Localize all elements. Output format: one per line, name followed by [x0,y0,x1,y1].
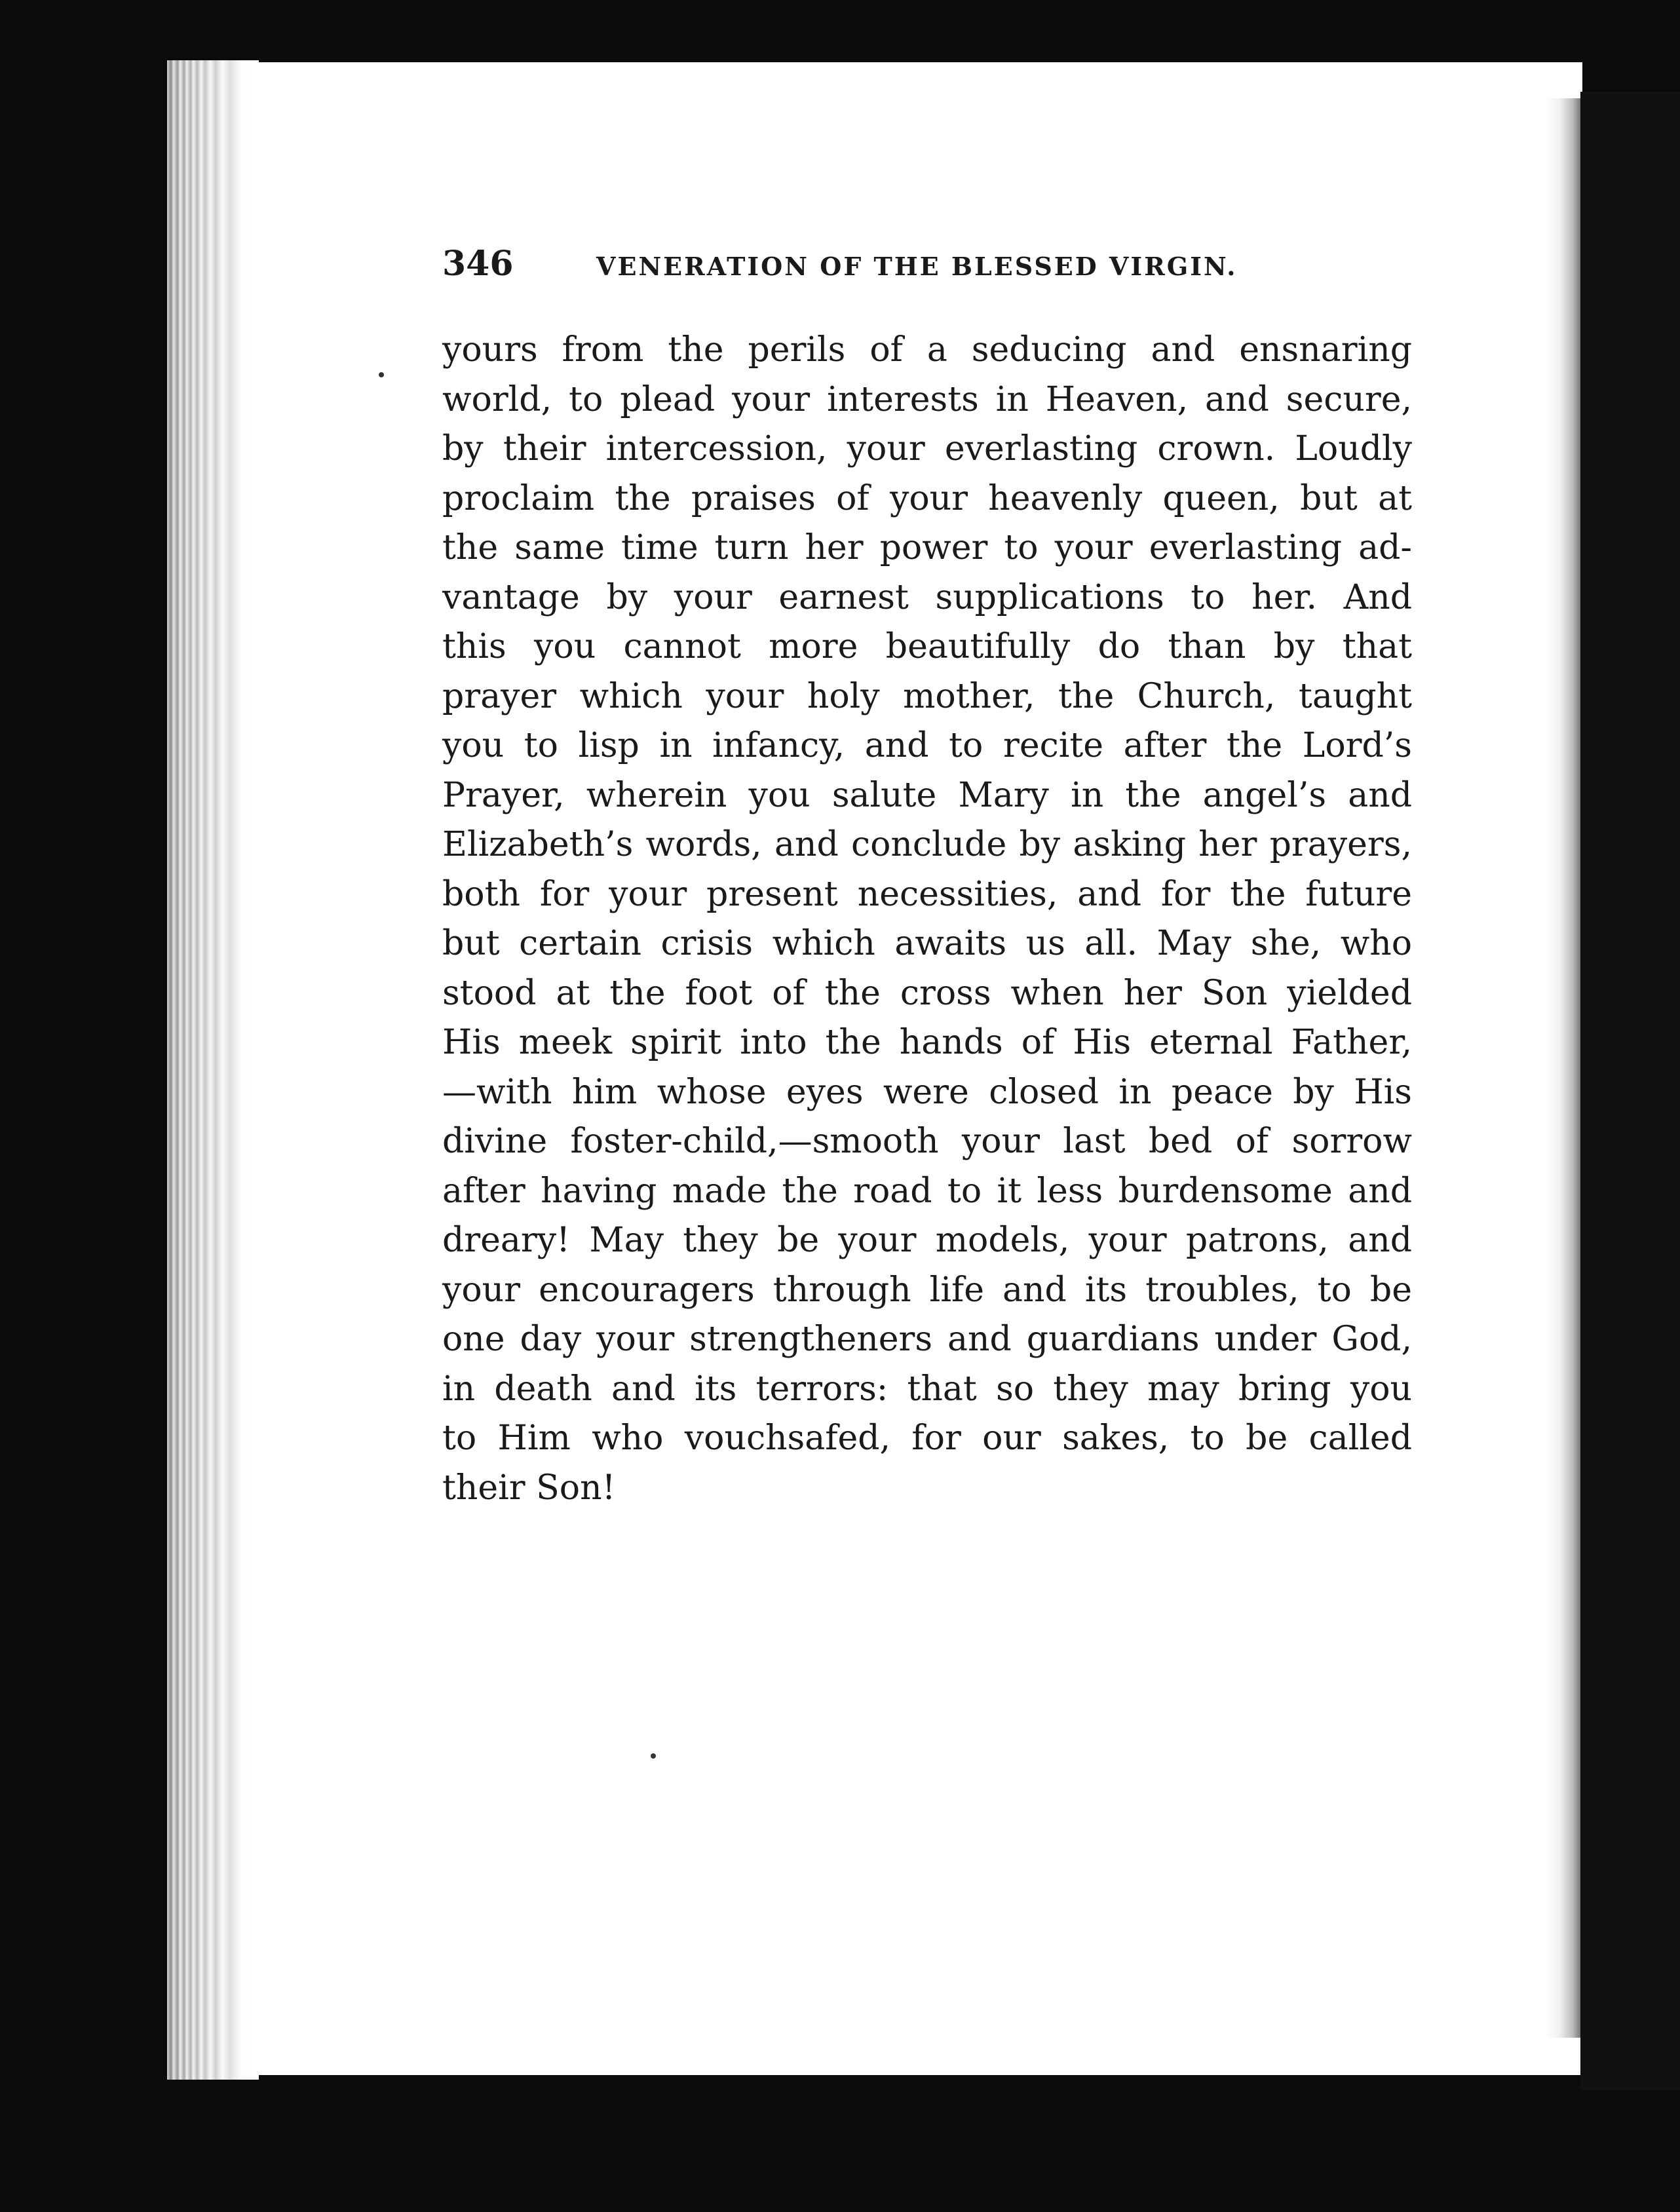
text-line: yours from the perils of a seducing and ensnaring [442,330,1412,370]
text-line: this you cannot more beautifully do than by that [442,627,1412,666]
text-line: —with him whose eyes were closed in peace by His [442,1072,1412,1112]
text-line: proclaim the praises of your heavenly queen, but at [442,478,1412,518]
dust-speck [379,372,384,377]
text-line: you to lisp in infancy, and to recite after the Lord’s [442,726,1412,765]
dust-speck [651,1753,656,1759]
text-line: Prayer, wherein you salute Mary in the angel’s and [442,775,1412,815]
text-line: one day your strengtheners and guardians under God, [442,1320,1412,1359]
text-line: both for your present necessities, and for the future [442,874,1412,914]
text-line: to Him who vouchsafed, for our sakes, to be called [442,1419,1412,1458]
text-line: their Son! [442,1468,616,1508]
body-text [442,326,1412,1513]
text-line: world, to plead your interests in Heaven, and secure, [442,379,1412,419]
text-line: vantage by your earnest supplications to her. And [442,577,1412,617]
text-line: dreary! May they be your models, your patrons, and [442,1221,1412,1260]
text-line: your encouragers through life and its troubles, to be [442,1270,1412,1310]
running-head [442,244,1281,296]
text-line: by their intercession, your everlasting crown. Loudly [442,429,1412,468]
text-line: in death and its terrors: that so they may bring you [442,1369,1412,1409]
scan-margin [1580,92,1680,2090]
text-line: divine foster-child,—smooth your last bed of sorrow [442,1122,1412,1161]
text-line: stood at the foot of the cross when her Son yielded [442,973,1412,1013]
facing-page-edge [1546,98,1580,2038]
running-head-title: VENERATION OF THE BLESSED VIRGIN. [596,252,1238,281]
page-edges [167,60,259,2080]
page-number: 346 [442,244,514,284]
text-line: after having made the road to it less burdensome and [442,1171,1412,1211]
text-line: prayer which your holy mother, the Church, taught [442,676,1412,716]
text-line: the same time turn her power to your everlasting ad- [442,528,1412,567]
text-line: but certain crisis which awaits us all. May she, who [442,924,1412,963]
text-line: His meek spirit into the hands of His eternal Father, [442,1023,1412,1062]
text-line: Elizabeth’s words, and conclude by asking her prayers, [442,825,1412,864]
